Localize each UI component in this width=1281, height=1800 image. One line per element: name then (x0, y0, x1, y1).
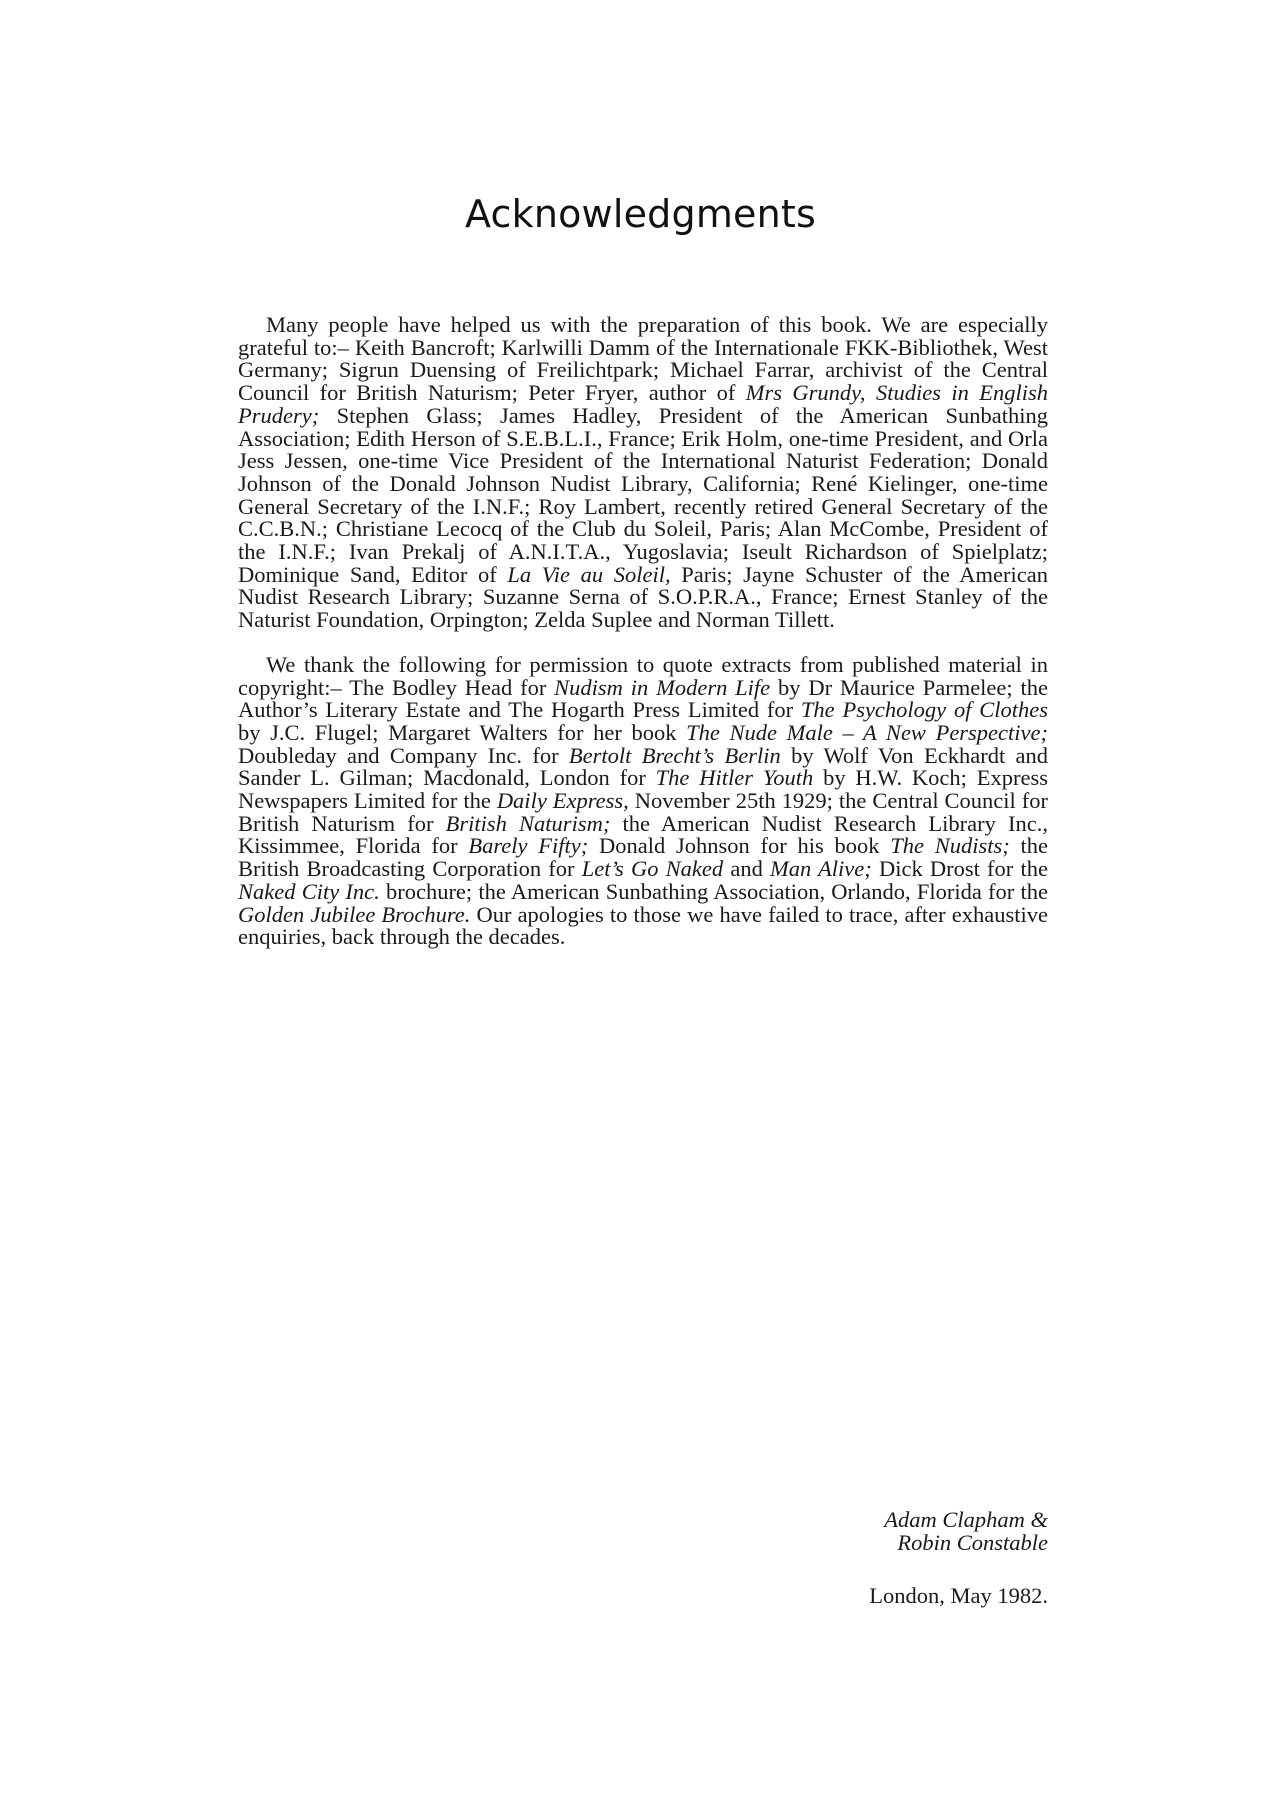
text-run: by J.C. Flugel; Margaret Walters for her book (238, 719, 687, 745)
italic-title-run: British Naturism; (445, 810, 611, 836)
italic-title-run: The Nude Male – A New Perspective; (686, 719, 1049, 745)
italic-title-run: Barely Fifty; (468, 833, 589, 859)
text-run: Our apologies to those we have failed to trace, after exhaustive enquiries, back through the decades. (238, 901, 1048, 950)
italic-title-run: Man Alive; (770, 856, 872, 882)
text-run: the American Nudist Research Library Inc., Kissimmee, Florida for (238, 810, 1049, 859)
paragraph-contributors (238, 314, 1048, 632)
italic-title-run: Bertolt Brecht’s Berlin (568, 742, 781, 768)
acknowledgments-body (238, 314, 1048, 971)
signature-line-1: Adam Clapham & (884, 1507, 1048, 1532)
paragraph-permissions (238, 651, 1049, 950)
text-run: brochure; the American Sunbathing Association, Orlando, Florida for the (379, 878, 1048, 904)
italic-title-run: The Nudists; (890, 833, 1010, 859)
text-run: by Wolf Von Eckhardt and Sander L. Gilman; Macdonald, London for (238, 742, 1049, 791)
text-run: Doubleday and Company Inc. for (238, 742, 569, 768)
italic-title-run: Golden Jubilee Brochure. (238, 901, 471, 927)
text-run: Dick Drost for the (871, 856, 1048, 882)
text-run: We thank the following for permission to quote extracts from published material in copyright:– The Bodley Head for (238, 651, 1048, 700)
italic-title-run: Daily Express, (496, 788, 629, 814)
italic-title-run: Nudism in Modern Life (554, 674, 771, 700)
text-run: Many people have helped us with the preparation of this book. We are especially grateful to:– Keith Bancroft; Karlwilli Damm of the Internationale FKK-Bibliothek, West Germany; Sigrun Duensing of Freilichtpark; Michael Farrar, archivist of the Central Council for British Naturism; Peter Fryer, author of (238, 312, 1048, 406)
italic-title-run: La Vie au Soleil, (507, 561, 671, 587)
text-run: by H.W. Koch; Express Newspapers Limited for the (238, 765, 1048, 814)
text-run: Paris; Jayne Schuster of the American Nudist Research Library; Suzanne Serna of S.O.P.R.A., France; Ernest Stanley of the Naturist Foundation, Orpington; Zelda Suplee and Norman Tillett. (238, 561, 1048, 633)
text-run: and (723, 856, 771, 882)
text-run: Stephen Glass; James Hadley, President of the American Sunbathing Association; Edith Herson of S.E.B.L.I., France; Erik Holm, one-time President, and Orla Jess Jessen, one-time Vice President of the International Naturist Federation; Donald Johnson of the Donald Johnson Nudist Library, California; René Kielinger, one-time General Secretary of the I.N.F.; Roy Lambert, recently retired General Secretary of the C.C.B.N.; Christiane Lecocq of the Club du Soleil, Paris; Alan McCombe, President of the I.N.F.; Ivan Prekalj of A.N.I.T.A., Yugoslavia; Iseult Richardson of Spielplatz; Dominique Sand, Editor of (238, 402, 1048, 587)
italic-title-run: Naked City Inc. (238, 878, 380, 904)
signature-line-2: Robin Constable (897, 1530, 1048, 1555)
text-run: by Dr Maurice Parmelee; the Author’s Literary Estate and The Hogarth Press Limited for (238, 674, 1048, 723)
italic-title-run: The Psychology of Clothes (800, 697, 1048, 723)
italic-title-run: Mrs Grundy, Studies in English Prudery; (238, 380, 1048, 428)
text-run: the British Broadcasting Corporation for (238, 833, 1048, 882)
place-date: London, May 1982. (869, 1583, 1048, 1608)
authors-signature (884, 1508, 1048, 1554)
italic-title-run: Let’s Go Naked (581, 856, 724, 882)
italic-title-run: The Hitler Youth (655, 765, 814, 791)
text-run: November 25th 1929; the Central Council for British Naturism for (238, 788, 1049, 836)
text-run: Donald Johnson for his book (588, 833, 891, 859)
page-title: Acknowledgments (465, 192, 816, 236)
